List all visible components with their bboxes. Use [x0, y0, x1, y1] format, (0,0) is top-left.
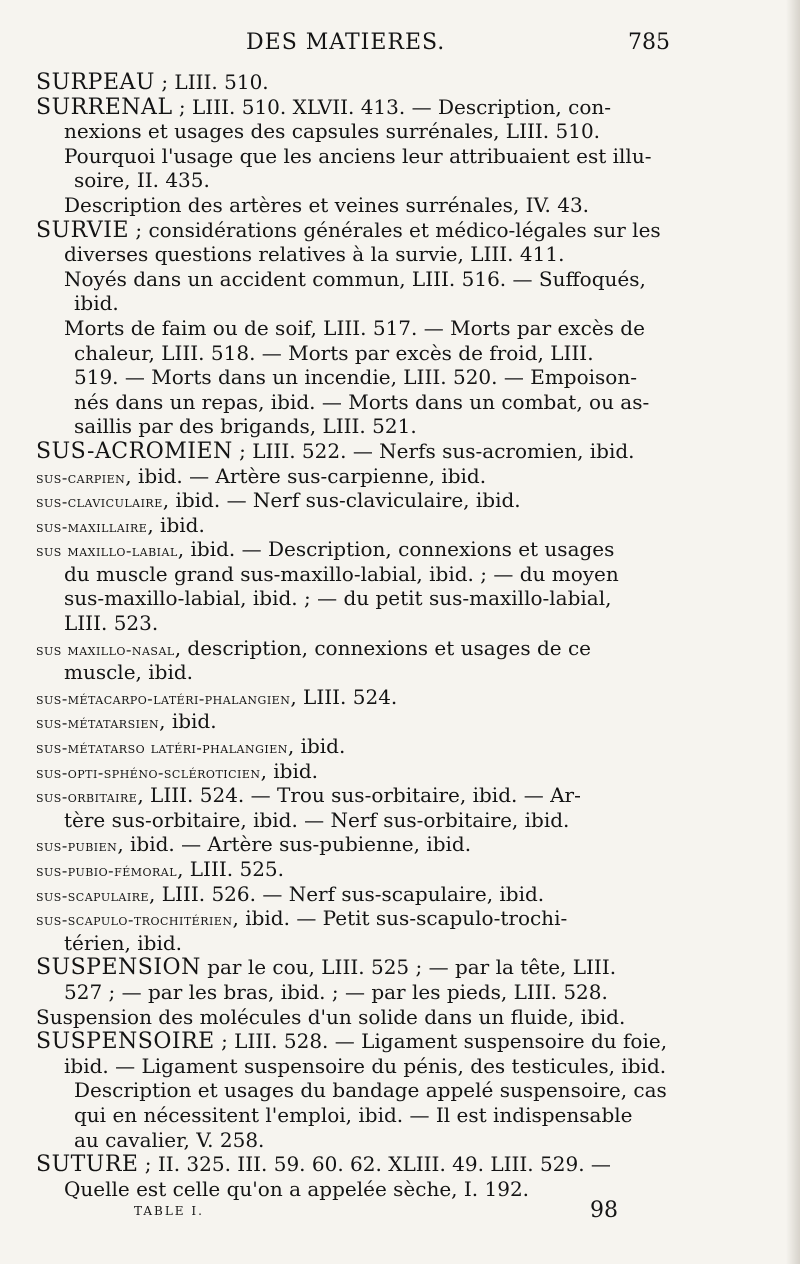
index-line	[36, 857, 684, 882]
entry-text: Noyés dans un accident commun, LIII. 516. — Suffoqués,	[64, 266, 646, 291]
index-line	[36, 931, 684, 956]
entry-text: ; considérations générales et médico-légales sur les	[129, 217, 661, 242]
page-footer	[0, 1198, 800, 1234]
page-number: 785	[628, 30, 670, 55]
index-line	[36, 808, 684, 833]
sheet-number: 98	[590, 1198, 618, 1223]
entry-headword: SURVIE	[36, 217, 130, 243]
entry-headword: sus-orbitaire	[36, 787, 138, 807]
entry-text: , LIII. 526. — Nerf sus-scapulaire, ibid.	[149, 881, 545, 906]
entry-text: , LIII. 524. — Trou sus-orbitaire, ibid. — Ar-	[137, 783, 581, 808]
entry-text: , LIII. 524.	[290, 684, 398, 709]
entry-text: , ibid.	[147, 512, 205, 537]
entry-text: Suspension des molécules d'un solide dans un fluide, ibid.	[36, 1004, 626, 1029]
index-line	[36, 414, 684, 439]
entry-text: ; LIII. 528. — Ligament suspensoire du foie,	[214, 1029, 668, 1054]
entry-text: 527 ; — par les bras, ibid. ; — par les pieds, LIII. 528.	[64, 979, 608, 1004]
index-line	[36, 70, 684, 95]
entry-text: muscle, ibid.	[64, 660, 194, 685]
entry-text: , ibid. — Nerf sus-claviculaire, ibid.	[162, 488, 521, 513]
entry-text: 519. — Morts dans un incendie, LIII. 520. — Empoison-	[74, 365, 637, 390]
entry-text: , ibid.	[287, 734, 346, 759]
entry-text: chaleur, LIII. 518. — Morts par excès de froid, LIII.	[74, 340, 594, 365]
index-line	[36, 193, 684, 218]
index-line	[36, 365, 684, 390]
entry-text: Description des artères et veines surrénales, IV. 43.	[64, 192, 590, 217]
entry-text: saillis par des brigands, LIII. 521.	[74, 414, 417, 439]
entry-text: , ibid. — Petit sus-scapulo-trochi-	[232, 906, 568, 931]
entry-headword: sus-métatarso latéri-phalangien	[36, 738, 288, 758]
entry-text: ; II. 325. III. 59. 60. 62. XLIII. 49. LIII. 529. —	[138, 1152, 611, 1177]
entry-headword: sus maxillo-nasal	[36, 639, 175, 659]
index-line	[36, 955, 684, 980]
index-line	[36, 1029, 684, 1054]
index-line	[36, 906, 684, 931]
index-line	[36, 390, 684, 415]
index-line	[36, 562, 684, 587]
entry-text: par le cou, LIII. 525 ; — par la tête, LIII.	[200, 955, 617, 980]
index-line	[36, 783, 684, 808]
entry-text: , ibid. — Artère sus-pubienne, ibid.	[117, 832, 472, 857]
index-line	[36, 168, 684, 193]
index-line	[36, 242, 684, 267]
index-line	[36, 341, 684, 366]
index-line	[36, 316, 684, 341]
index-line	[36, 291, 684, 316]
entry-text: Quelle est celle qu'on a appelée sèche, I. 192.	[64, 1176, 530, 1201]
entry-headword: SURRENAL	[36, 94, 173, 120]
index-line	[36, 1078, 684, 1103]
index-line	[36, 980, 684, 1005]
entry-text: térien, ibid.	[64, 930, 183, 955]
index-line	[36, 832, 684, 857]
index-line	[36, 95, 684, 120]
entry-headword: SURPEAU	[36, 70, 155, 95]
entry-headword: sus maxillo-labial	[36, 541, 178, 561]
index-line	[36, 734, 684, 759]
entry-text: , ibid.	[260, 758, 319, 783]
entry-headword: SUS-ACROMIEN	[36, 438, 233, 464]
index-line	[36, 537, 684, 562]
index-line	[36, 586, 684, 611]
index-line	[36, 759, 684, 784]
entry-text: qui en nécessitent l'emploi, ibid. — Il est indispensable	[74, 1102, 633, 1127]
entry-text: tère sus-orbitaire, ibid. — Nerf sus-orbitaire, ibid.	[64, 807, 570, 832]
entry-text: sus-maxillo-labial, ibid. ; — du petit sus-maxillo-labial,	[64, 586, 612, 611]
entry-headword: sus-carpien	[36, 467, 126, 487]
entry-headword: SUTURE	[36, 1152, 139, 1177]
entry-headword: sus-métacarpo-latéri-phalangien	[36, 688, 291, 708]
index-line	[36, 882, 684, 907]
index-line	[36, 439, 684, 464]
entry-headword: sus-maxillaire	[36, 516, 148, 536]
entry-text: , description, connexions et usages de ce	[174, 635, 592, 660]
entry-headword: sus-scapulaire	[36, 885, 150, 905]
entry-text: Description et usages du bandage appelé suspensoire, cas	[74, 1078, 667, 1103]
entry-headword: sus-pubio-fémoral	[36, 861, 178, 880]
entry-text: , ibid.	[159, 709, 217, 734]
index-line	[36, 513, 684, 538]
entry-headword: sus-opti-sphéno-scléroticien	[36, 762, 261, 782]
index-line	[36, 1054, 684, 1079]
entry-text: diverses questions relatives à la survie, LIII. 411.	[64, 242, 565, 267]
index-entries	[36, 70, 684, 1201]
entry-text: du muscle grand sus-maxillo-labial, ibid. ; — du moyen	[64, 561, 619, 586]
running-title: DES MATIERES.	[246, 30, 446, 55]
index-line	[36, 267, 684, 292]
running-head	[0, 30, 800, 64]
entry-headword: sus-claviculaire	[36, 492, 163, 512]
index-line	[36, 1005, 684, 1030]
entry-text: soire, II. 435.	[74, 168, 210, 193]
entry-text: Pourquoi l'usage que les anciens leur attribuaient est illu-	[64, 143, 652, 168]
index-line	[36, 488, 684, 513]
entry-text: nexions et usages des capsules surrénales, LIII. 510.	[64, 119, 601, 144]
entry-text: LIII. 523.	[64, 611, 159, 636]
entry-headword: SUSPENSION	[36, 955, 201, 980]
index-line	[36, 1152, 684, 1177]
index-line	[36, 709, 684, 734]
index-line	[36, 119, 684, 144]
entry-text: ibid. — Ligament suspensoire du pénis, des testicules, ibid.	[64, 1053, 667, 1078]
entry-text: ; LIII. 510.	[154, 70, 269, 94]
entry-headword: sus-métatarsien	[36, 713, 160, 733]
index-line	[36, 218, 684, 243]
entry-text: au cavalier, V. 258.	[74, 1127, 265, 1152]
index-line	[36, 1128, 684, 1153]
entry-text: , ibid. — Description, connexions et usages	[177, 537, 615, 562]
index-line	[36, 144, 684, 169]
entry-headword: sus-pubien	[36, 836, 118, 856]
entry-text: ibid.	[74, 291, 119, 316]
page-edge-shadow	[786, 0, 800, 1264]
entry-text: ; LIII. 522. — Nerfs sus-acromien, ibid.	[232, 438, 635, 463]
printer-signature-label: TABLE I.	[134, 1204, 204, 1218]
entry-text: nés dans un repas, ibid. — Morts dans un combat, ou as-	[74, 389, 650, 414]
entry-headword: SUSPENSOIRE	[36, 1029, 215, 1054]
index-line	[36, 1177, 684, 1202]
index-line	[36, 611, 684, 636]
index-line	[36, 660, 684, 685]
entry-text: , LIII. 525.	[177, 857, 285, 881]
index-line	[36, 636, 684, 661]
entry-headword: sus-scapulo-trochitérien	[36, 910, 233, 930]
entry-text: Morts de faim ou de soif, LIII. 517. — Morts par excès de	[64, 315, 645, 340]
entry-text: ; LIII. 510. XLVII. 413. — Description, con-	[172, 94, 611, 119]
index-line	[36, 464, 684, 489]
index-line	[36, 1103, 684, 1128]
index-line	[36, 685, 684, 710]
entry-text: , ibid. — Artère sus-carpienne, ibid.	[125, 463, 487, 488]
